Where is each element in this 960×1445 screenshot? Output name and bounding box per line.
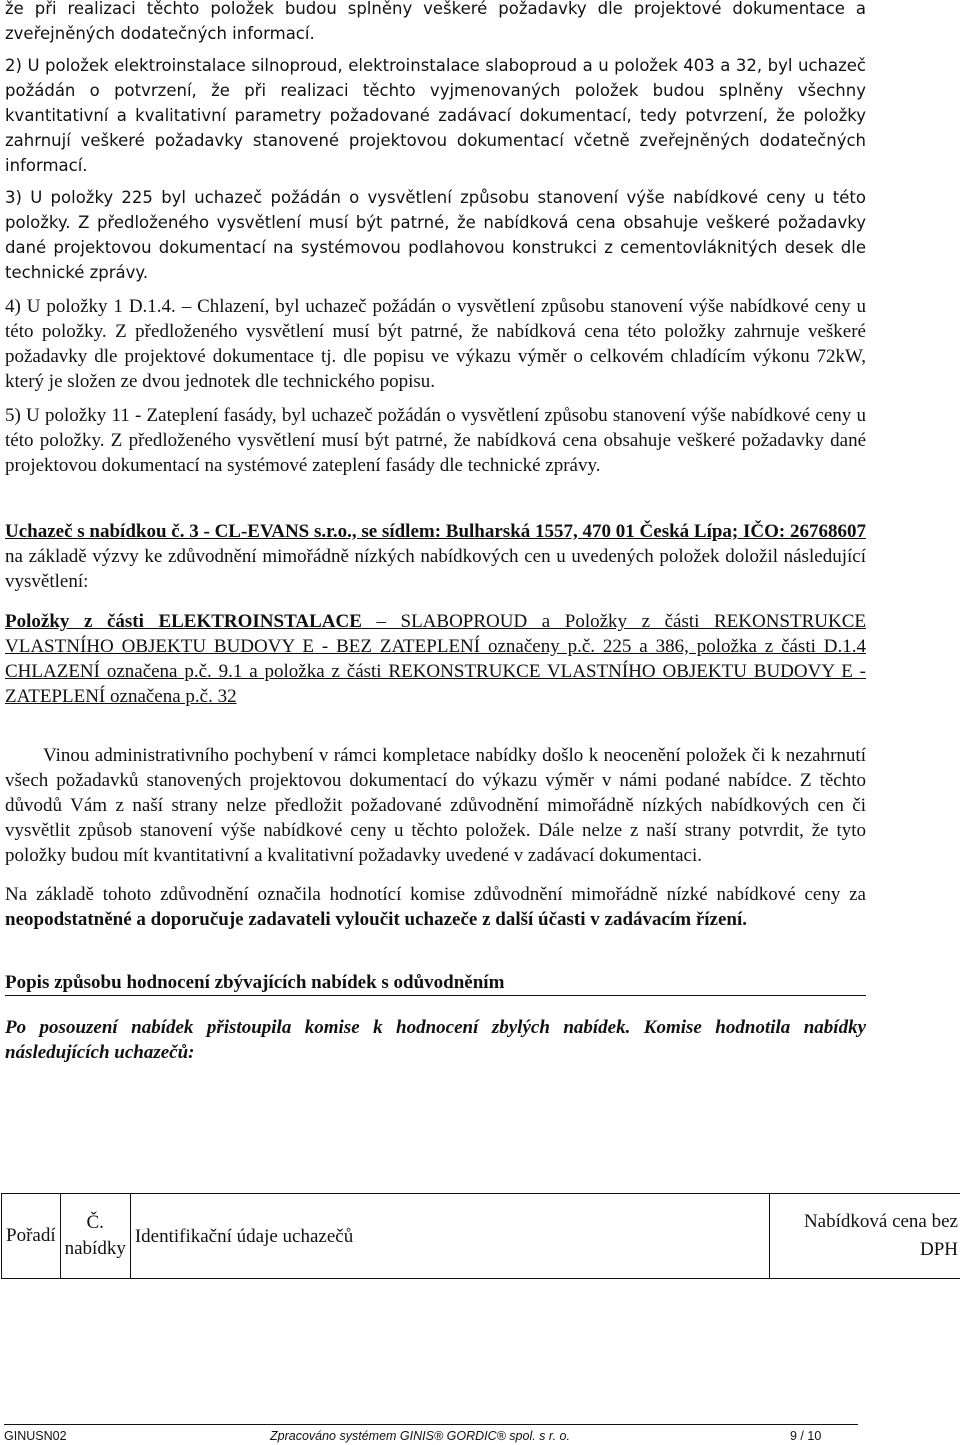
- paragraph-item-5: 5) U položky 11 - Zateplení fasády, byl uchazeč požádán o vysvětlení způsobu stanovení výše nabídkové ceny u této položky. Z předloženého vysvětlení musí být patrné, že nabídková cena obsahuje veškeré požadavky dané projektovou dokumentací na systémové zateplení fasády dle technické zprávy.: [5, 405, 866, 476]
- bidder-heading-text: na základě výzvy ke zdůvodnění mimořádně nízkých nabídkových cen u uvedených položek doložil následující vysvětlení:: [5, 546, 866, 592]
- document-page: [5, 0, 866, 1065]
- bidder-heading: [5, 519, 866, 594]
- page-footer: [4, 1424, 858, 1445]
- bidder-explanation: Vinou administrativního pochybení v rámci kompletace nabídky došlo k neocenění položek či k nezahrnutí všech požadavků stanovených projektovou dokumentací do výkazu výměr v námi podané nabídce. Z těchto důvodů Vám z naší strany nelze předložit požadované zdůvodnění mimořádně nízkých nabídkových cen či vysvětlit způsob stanovení výše nabídkové ceny u těchto položek. Dále nelze z naší strany potvrdit, že tyto položky budou mít kvantitativní a kvalitativní požadavky uvedené v zadávací dokumentaci.: [5, 745, 866, 866]
- paragraph-continuation: že při realizaci těchto položek budou splněny veškeré požadavky dle projektové dokumentace a zveřejněných dodatečných informací.: [5, 0, 866, 43]
- items-heading: [5, 609, 866, 709]
- footer-page-number: 9 / 10: [790, 1429, 822, 1443]
- col-order: Pořadí: [2, 1194, 61, 1279]
- bidder-name: Uchazeč s nabídkou č. 3 - CL-EVANS s.r.o., se sídlem: Bulharská 1557, 470 01 Česká Lípa; IČO: 26768607: [5, 521, 866, 542]
- items-heading-bold: Položky z části ELEKTROINSTALACE: [5, 611, 362, 632]
- paragraph-item-3: 3) U položky 225 byl uchazeč požádán o vysvětlení způsobu stanovení výše nabídkové ceny u této položky. Z předloženého vysvětlení musí být patrné, že nabídková cena obsahuje veškeré požadavky dané projektovou dokumentací na systémovou podlahovou konstrukci z cementovláknitých desek dle technické zprávy.: [5, 188, 866, 282]
- col-bidder-identification: Identifikační údaje uchazečů: [130, 1194, 769, 1279]
- offers-table: [1, 1193, 960, 1279]
- footer-system: Zpracováno systémem GINIS® GORDIC® spol. s r. o.: [270, 1429, 570, 1443]
- paragraph-item-4: 4) U položky 1 D.1.4. – Chlazení, byl uchazeč požádán o vysvětlení způsobu stanovení výše nabídkové ceny u této položky. Z předloženého vysvětlení musí být patrné, že nabídková cena této položky zahrnuje veškeré požadavky dle projektové dokumentace tj. dle popisu ve výkazu výměr o celkovém chladícím výkonu 72kW, který je složen ze dvou jednotek dle technického popisu.: [5, 296, 866, 392]
- footer-form-code: GINUSN02: [4, 1429, 67, 1443]
- paragraph-item-2: 2) U položek elektroinstalace silnoproud, elektroinstalace slaboproud a u položek 403 a 32, byl uchazeč požádán o potvrzení, že při realizaci těchto vyjmenovaných položek budou splněny všechny kvantitativní a kvalitativní parametry požadované zadávací dokumentací, tedy potvrzení, že položky zahrnují veškeré požadavky stanovené projektovou dokumentací včetně zveřejněných dodatečných informací.: [5, 56, 866, 175]
- section-intro: Po posouzení nabídek přistoupila komise k hodnocení zbylých nabídek. Komise hodnotila nabídky následujících uchazečů:: [5, 1017, 866, 1063]
- decision-text: Na základě tohoto zdůvodnění označila hodnotící komise zdůvodnění mimořádně nízké nabídkové ceny za: [5, 884, 866, 905]
- commission-decision: [5, 882, 866, 932]
- col-offer-number: Č. nabídky: [60, 1194, 130, 1279]
- table-header-row: [2, 1194, 960, 1279]
- items-heading-text: – SLABOPROUD a Položky z části REKONSTRUKCE VLASTNÍHO OBJEKTU BUDOVY E - BEZ ZATEPLENÍ označeny p.č. 225 a 386, položka z části D.1.4 CHLAZENÍ označena p.č. 9.1 a položka z části REKONSTRUKCE VLASTNÍHO OBJEKTU BUDOVY E - ZATEPLENÍ označena p.č. 32: [5, 611, 866, 707]
- col-price-without-vat: Nabídková cena bez DPH: [769, 1194, 960, 1279]
- decision-verdict: neopodstatněné a doporučuje zadavateli vyloučit uchazeče z další účasti v zadávacím řízení.: [5, 909, 747, 930]
- section-title: Popis způsobu hodnocení zbývajících nabídek s odůvodněním: [5, 970, 866, 996]
